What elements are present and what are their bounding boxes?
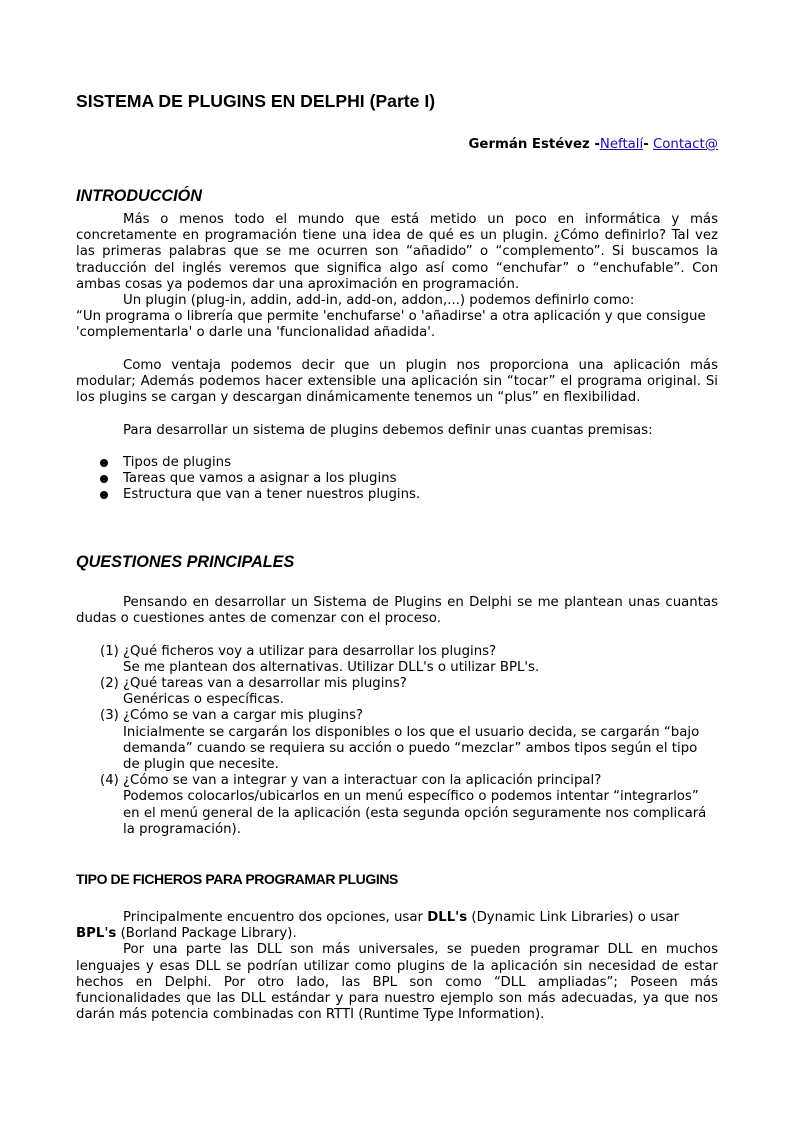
question-item (76, 676, 718, 708)
list-item: Tipos de plugins (76, 455, 718, 471)
author-line (469, 137, 718, 153)
question-item (76, 708, 718, 773)
intro-paragraph-1: Más o menos todo el mundo que está metido un poco en informática y más concretamente en programación tiene una idea de qué es un plugin. ¿Cómo definirlo? Tal vez las primeras palabras que se me ocurren son “añadido” o “complemento”. Si buscamos la traducción del inglés veremos que significa algo así como “enchufar” o “enchufable”. Con ambas cosas ya podemos dar una aproximación en programación. (76, 212, 718, 292)
list-item: Estructura que van a tener nuestros plugins. (76, 487, 718, 503)
files-heading: TIPO DE FICHEROS PARA PROGRAMAR PLUGINS (76, 871, 398, 887)
question-text: ¿Qué tareas van a desarrollar mis plugins? (123, 676, 407, 691)
author-separator: - (643, 137, 649, 152)
bpl-term: BPL's (76, 926, 117, 942)
bullet-icon (100, 475, 108, 483)
intro-quote: “Un programa o librería que permite 'enchufarse' o 'añadirse' a otra aplicación y que consigue 'complementarla' o darle una 'funcionalidad añadida'. (76, 309, 706, 341)
question-number: (2) (100, 676, 119, 691)
question-answer: Genéricas o específicas. (123, 692, 284, 708)
author-name: Germán Estévez - (468, 137, 600, 152)
question-answer: Inicialmente se cargarán los disponibles o los que el usuario decida, se cargarán “bajo demanda” cuando se requiera su acción o puedo “mezclar” ambos tipos según el tipo de plugin que necesite. (123, 724, 700, 773)
author-nick-link[interactable]: Neftalí (599, 137, 644, 152)
bullet-icon (100, 491, 108, 499)
list-item: Tareas que vamos a asignar a los plugins (76, 471, 718, 487)
question-answer: Se me plantean dos alternativas. Utilizar DLL's o utilizar BPL's. (123, 659, 540, 675)
question-number: (4) (100, 773, 119, 789)
document-title: SISTEMA DE PLUGINS EN DELPHI (Parte I) (76, 91, 436, 111)
dll-term: DLL's (427, 910, 468, 925)
question-text: ¿Cómo se van a integrar y van a interactuar con la aplicación principal? (123, 773, 602, 789)
files-section (76, 910, 718, 1023)
intro-paragraph-4: Para desarrollar un sistema de plugins debemos definir unas cuantas premisas: (123, 422, 653, 438)
questions-intro: Pensando en desarrollar un Sistema de Plugins en Delphi se me plantean unas cuantas dudas o cuestiones antes de comenzar con el proceso. (76, 595, 718, 627)
question-number: (3) (100, 708, 119, 724)
question-item (76, 644, 718, 676)
question-answer: Podemos colocarlos/ubicarlos en un menú específico o podemos intentar “integrarlos” en el menú general de la aplicación (esta segunda opción seguramente nos complicará la programación). (123, 789, 707, 837)
questions-heading: QUESTIONES PRINCIPALES (76, 553, 295, 571)
contact-link[interactable]: Contact@ (652, 137, 718, 152)
intro-heading: INTRODUCCIÓN (76, 187, 202, 205)
question-number: (1) (100, 643, 119, 659)
intro-paragraph-3: Como ventaja podemos decir que un plugin nos proporciona una aplicación más modular; Además podemos hacer extensible una aplicación sin “tocar” el programa original. Si los plugins se cargan y descargan dinámicamente tenemos un “plus” en flexibilidad. (76, 357, 718, 406)
question-text: ¿Cómo se van a cargar mis plugins? (123, 708, 364, 724)
questions-section (76, 595, 718, 838)
bullet-icon (100, 459, 108, 467)
files-paragraph-1: Principalmente encuentro dos opciones, usar DLL's (Dynamic Link Libraries) o usar BPL's (Borland Package Library). (76, 910, 680, 942)
question-text: ¿Qué ficheros voy a utilizar para desarrollar los plugins? (123, 643, 497, 659)
intro-section (76, 212, 718, 504)
intro-paragraph-2: Un plugin (plug-in, addin, add-in, add-on, addon,...) podemos definirlo como: (123, 293, 635, 309)
question-item (76, 773, 718, 838)
files-paragraph-2: Por una parte las DLL son más universales, se pueden programar DLL en muchos lenguajes y esas DLL se podrían utilizar como plugins de la aplicación sin necesidad de estar hechos en Delphi. Por otro lado, las BPL son como “DLL ampliadas”; Poseen más funcionalidades que las DLL estándar y para nuestro ejemplo son más adecuadas, ya que nos darán más potencia combinadas con RTTI (Runtime Type Information). (76, 942, 718, 1023)
premises-list (76, 455, 718, 504)
